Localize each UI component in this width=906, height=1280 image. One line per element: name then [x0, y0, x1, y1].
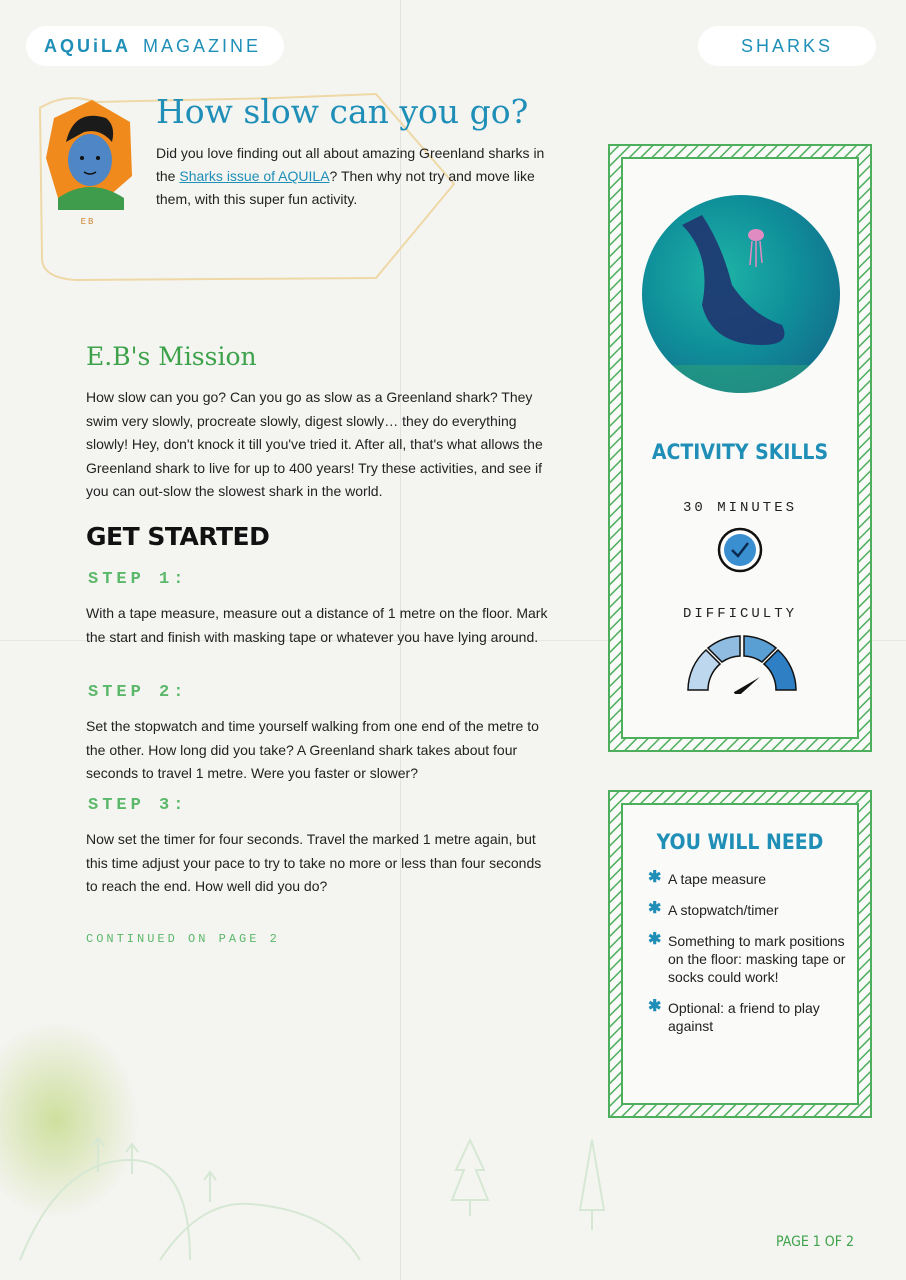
activity-skills-title: ACTIVITY SKILLS [651, 440, 829, 464]
asterisk-icon: ✱ [648, 900, 662, 917]
step-2-body: Set the stopwatch and time yourself walking from one end of the metre to the other. How long did you take? A Greenland shark takes about four seconds to travel 1 metre. Were you faster or slower? [86, 718, 539, 781]
get-started-heading: GET STARTED [86, 522, 270, 551]
step-3-heading: STEP 3: [88, 796, 188, 815]
list-item [648, 999, 848, 1035]
asterisk-icon: ✱ [648, 869, 662, 886]
step-1-heading: STEP 1: [88, 570, 188, 589]
mission-body: How slow can you go? Can you go as slow as a Greenland shark? They swim very slowly, procreate slowly, digest slowly… they do everything slowly! Hey, don't knock it till you've tried it. After all, that's what allows the Greenland shark to live for up to 400 years! Try these activities, and see if you can out-slow the slowest shark in the world. [86, 389, 543, 499]
shark-illustration [642, 195, 840, 393]
difficulty-label: DIFFICULTY [682, 606, 797, 622]
continued-note: CONTINUED ON PAGE 2 [86, 932, 280, 946]
list-item [648, 901, 848, 919]
asterisk-icon: ✱ [648, 931, 662, 948]
time-label: 30 MINUTES [682, 500, 797, 516]
hills-and-trees-decoration [0, 1120, 640, 1270]
brand-pill[interactable] [26, 26, 284, 66]
topic-pill[interactable] [698, 26, 876, 66]
author-avatar [44, 98, 134, 228]
brand-logo-text: AQUiLA [44, 35, 131, 56]
needs-item-text: Optional: a friend to play against [668, 1000, 820, 1034]
avatar-initials: EB [80, 217, 96, 227]
intro-text-end: ? Then why not try and move like them, with this super fun activity. [156, 168, 535, 207]
step-1-body: With a tape measure, measure out a distance of 1 metre on the floor. Mark the start and finish with masking tape or whatever you have lying around. [86, 605, 548, 645]
step-2-heading: STEP 2: [88, 683, 188, 702]
list-item [648, 870, 848, 888]
intro-text-start: Did you love finding out all about amazing Greenland sharks in the [156, 145, 545, 184]
difficulty-gauge-icon [684, 632, 800, 694]
clock-icon [716, 526, 764, 574]
page-number: PAGE 1 OF 2 [776, 1234, 854, 1250]
needs-item-text: A tape measure [668, 871, 767, 887]
topic-label: SHARKS [740, 35, 834, 56]
you-will-need-title: YOU WILL NEED [656, 830, 824, 854]
needs-list [648, 870, 848, 1048]
step-3-body: Now set the timer for four seconds. Travel the marked 1 metre again, but this time adjust your pace to try to take no more or less than four seconds to reach the end. How well did you do? [86, 831, 542, 894]
needs-item-text: Something to mark positions on the floor: masking tape or socks could work! [668, 933, 846, 985]
needs-item-text: A stopwatch/timer [668, 902, 779, 918]
list-item [648, 932, 848, 986]
page-title: How slow can you go? [156, 92, 529, 131]
sharks-issue-link[interactable]: Sharks issue of AQUILA [179, 168, 330, 184]
mission-title: E.B's Mission [86, 342, 257, 371]
intro-paragraph [156, 142, 546, 211]
brand-magazine-text: MAGAZINE [143, 35, 262, 56]
asterisk-icon: ✱ [648, 998, 662, 1015]
